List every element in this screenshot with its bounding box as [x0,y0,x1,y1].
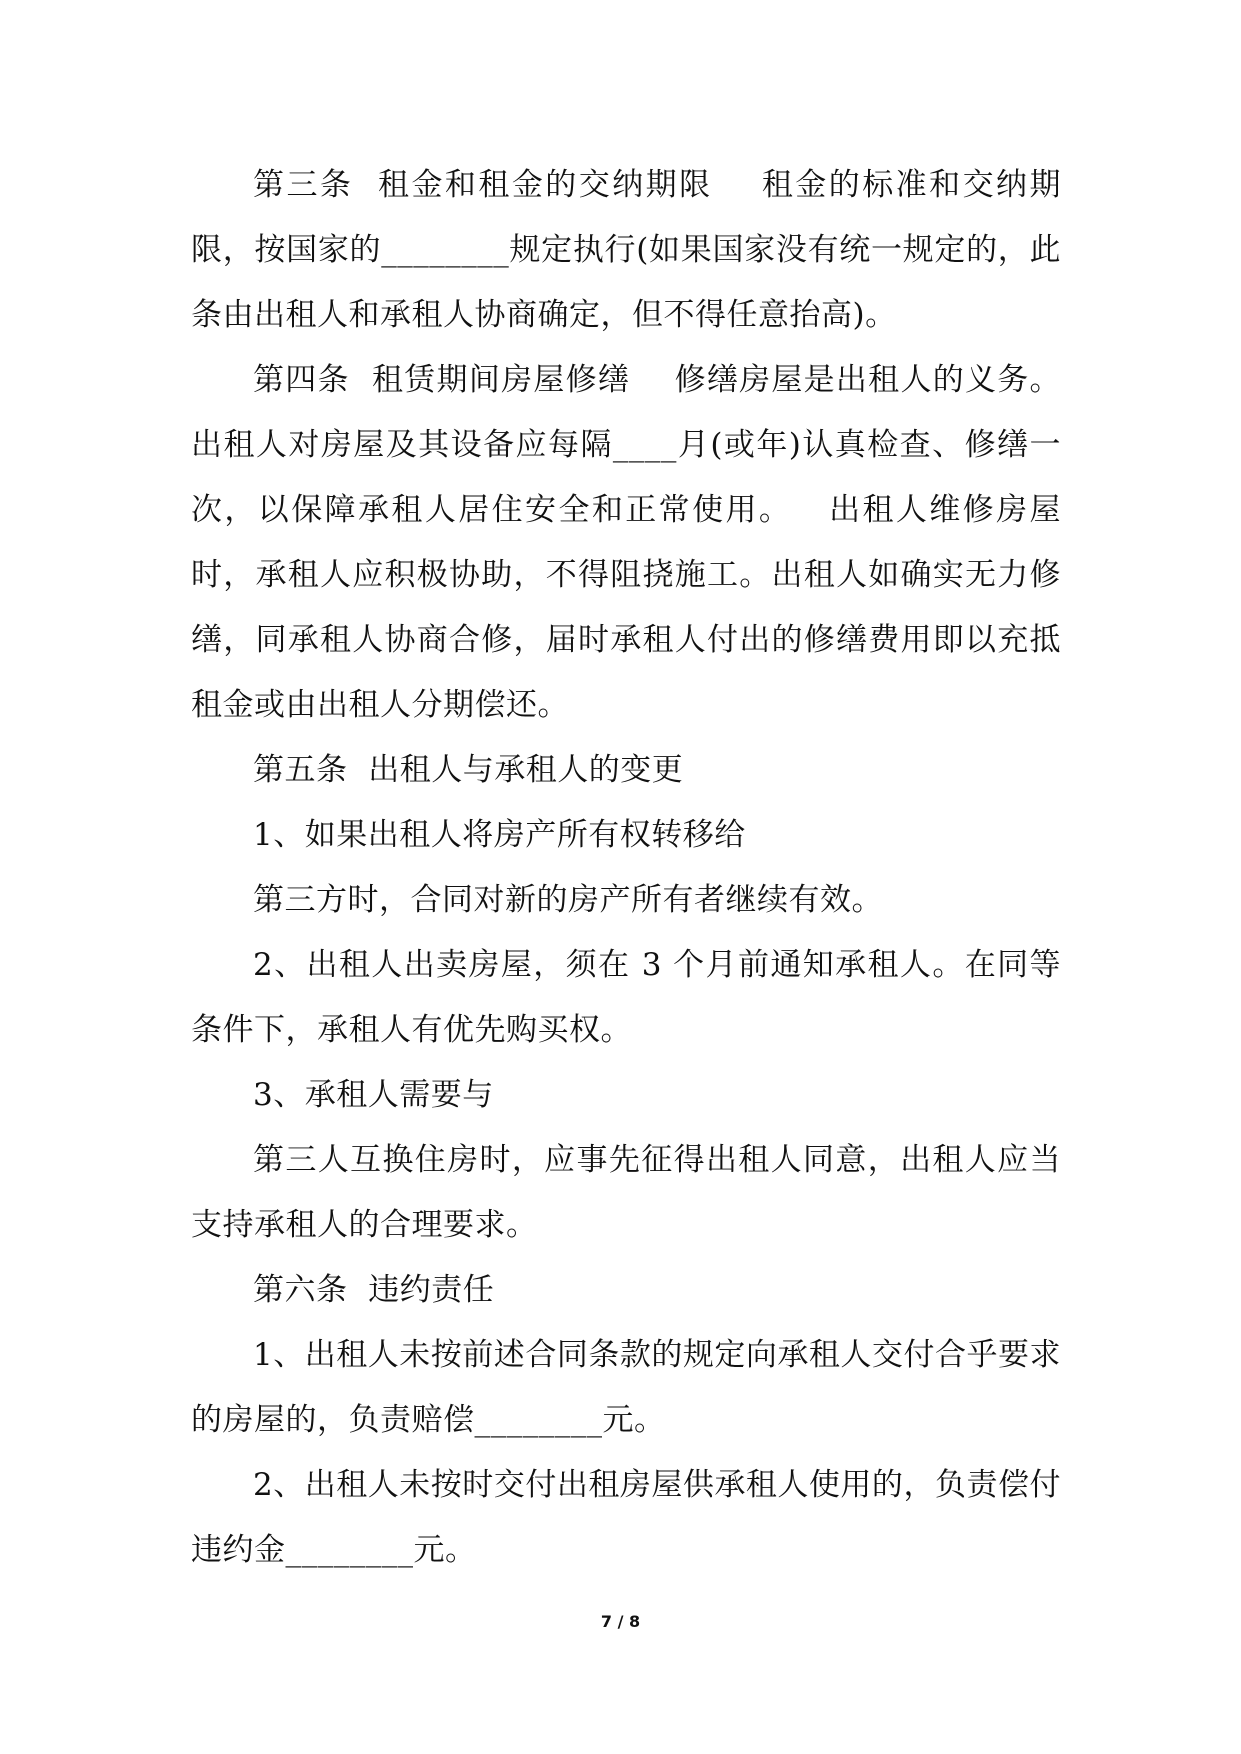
paragraph-article-5-item-1-cont: 第三方时，合同对新的房产所有者继续有效。 [253,882,883,918]
paragraph-article-5-item-3: 3、承租人需要与 [253,1077,494,1113]
paragraph-article-6-item-2: 2、出租人未按时交付出租房屋供承租人使用的，负责偿付违约金________元。 [191,1467,1061,1568]
paragraph-article-6-heading: 第六条 违约责任 [253,1272,495,1308]
paragraph-article-6-item-1: 1、出租人未按前述合同条款的规定向承租人交付合乎要求的房屋的，负责赔偿________元。 [191,1337,1061,1438]
paragraph-article-5-heading: 第五条 出租人与承租人的变更 [253,752,684,788]
paragraph-article-3: 第三条 租金和租金的交纳期限 租金的标准和交纳期限，按国家的________规定执行(如果国家没有统一规定的，此条由出租人和承租人协商确定，但不得任意抬高)。 [191,167,1061,333]
document-body [191,153,1061,1583]
paragraph-article-5-item-3-cont: 第三人互换住房时，应事先征得出租人同意，出租人应当支持承租人的合理要求。 [191,1142,1061,1243]
paragraph-article-5-item-2: 2、出租人出卖房屋，须在 3 个月前通知承租人。在同等条件下，承租人有优先购买权。 [191,947,1061,1048]
page-number: 7 / 8 [600,1612,641,1631]
paragraph-article-4: 第四条 租赁期间房屋修缮 修缮房屋是出租人的义务。出租人对房屋及其设备应每隔____月(或年)认真检查、修缮一次，以保障承租人居住安全和正常使用。 出租人维修房屋时，承租人应积极协助，不得阻挠施工。出租人如确实无力修缮，同承租人协商合修，届时承租人付出的修缮费用即以充抵租金或由出租人分期偿还。 [191,362,1061,723]
paragraph-article-5-item-1: 1、如果出租人将房产所有权转移给 [253,817,746,853]
